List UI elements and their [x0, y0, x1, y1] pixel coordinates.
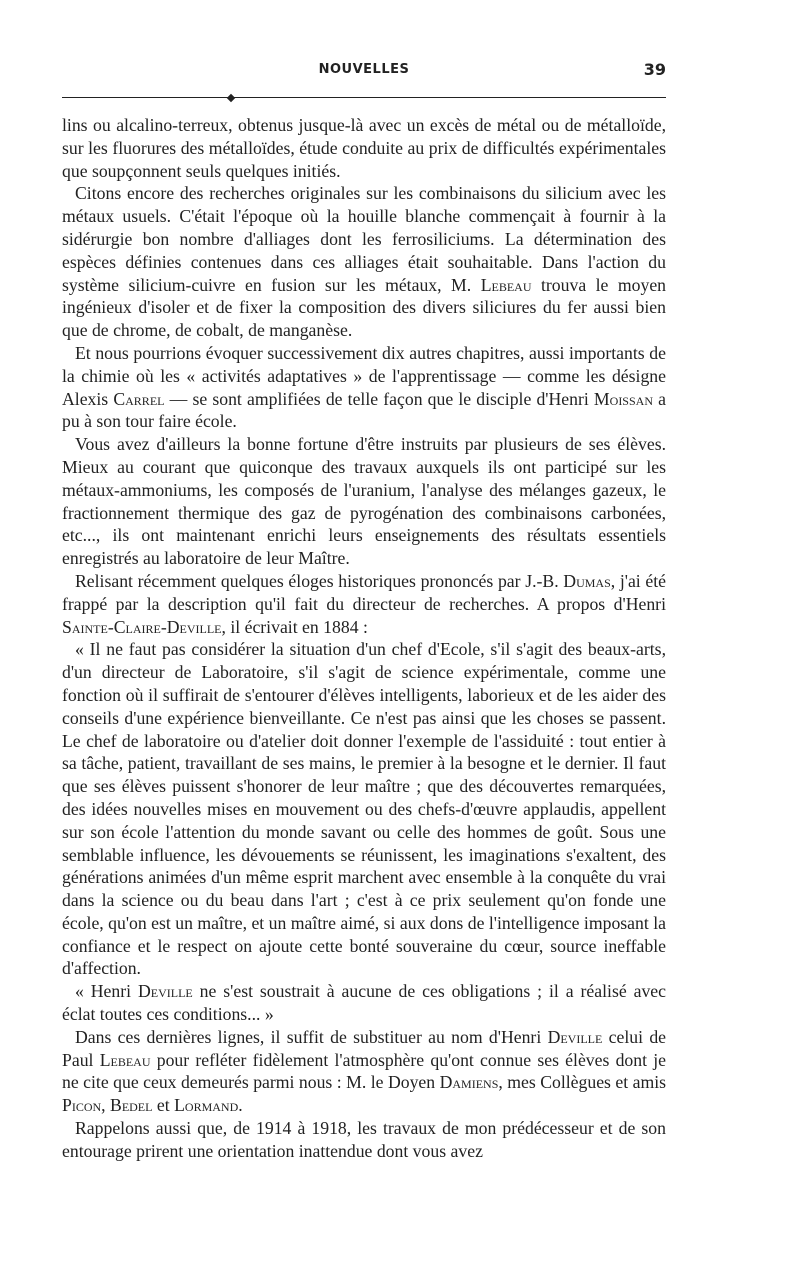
- body-text: [62, 114, 666, 1163]
- header-rule: [62, 97, 666, 98]
- name-bedel: Bedel: [110, 1095, 153, 1116]
- paragraph-8-period: .: [238, 1095, 243, 1116]
- quotation-end-text-2: ne s'est soustrait à aucune de ces obligations ; il a réalisé avec éclat toutes ces conditions... »: [62, 981, 666, 1025]
- rule-ornament: [227, 94, 235, 102]
- name-deville: Deville: [137, 981, 193, 1002]
- paragraph-8-comma: ,: [101, 1095, 106, 1116]
- paragraph-3-text-end: a pu à son tour faire école.: [62, 388, 667, 432]
- name-lebeau: Lebeau: [480, 274, 532, 295]
- name-picon: Picon: [62, 1095, 102, 1116]
- paragraph-5-text-mid: , j'ai été frappé par la description qu'il fait du directeur de recherches. A propos d'Henri: [62, 570, 666, 614]
- paragraph-8-text-2: celui de Paul: [62, 1026, 667, 1070]
- paragraph-5-text: Relisant récemment quelques éloges historiques prononcés par J.-B.: [75, 570, 559, 591]
- paragraph-9: Rappelons aussi que, de 1914 à 1918, les travaux de mon prédécesseur et de son entourage prirent une orientation inattendue dont vous avez: [62, 1118, 666, 1161]
- paragraph-8-text: Dans ces dernières lignes, il suffit de substituer au nom d'Henri: [75, 1026, 542, 1047]
- name-sainte-claire-deville: Sainte-Claire-Deville: [62, 616, 222, 637]
- paragraph-5-text-end: , il écrivait en 1884 :: [221, 616, 368, 637]
- paragraph-8-text-3: pour refléter fidèlement l'atmosphère qu'ont connue ses élèves dont je ne cite que ceux demeurés parmi nous : M. le Doyen: [62, 1049, 667, 1093]
- paragraph-3-text: Et nous pourrions évoquer successivement dix autres chapitres, aussi importants de la chimie où les « activités adaptatives » de l'apprentissage — comme les désigne Alexis: [62, 342, 666, 409]
- paragraph-8-and: et: [156, 1095, 170, 1116]
- name-moissan: Moissan: [593, 388, 653, 409]
- name-deville-2: Deville: [547, 1026, 603, 1047]
- paragraph-4: Vous avez d'ailleurs la bonne fortune d'être instruits par plusieurs de ses élèves. Mieux au courant que quiconque des travaux auxquels ils ont participé sur les métaux-ammoniums, les composés de l'uranium, l'analyse des mélanges gazeux, le fractionnement thermique des gaz de pyrogénation des combinaisons carbonées, etc..., ils ont maintenant enrichi leurs enseignements des résultats essentiels enregistrés au laboratoire de leur Maître.: [62, 434, 666, 569]
- paragraph-1: lins ou alcalino-terreux, obtenus jusque-là avec un excès de métal ou de métalloïde, sur les fluorures des métalloïdes, étude conduite au prix de difficultés expérimentales que soupçonnent seuls quelques initiés.: [62, 115, 666, 181]
- name-damiens: Damiens: [439, 1072, 499, 1093]
- name-carrel: Carrel: [113, 388, 165, 409]
- paragraph-8: [62, 1026, 666, 1117]
- title-monsieur: M.: [451, 274, 472, 295]
- page-header: [62, 62, 666, 82]
- quotation-end-text: « Henri: [75, 981, 132, 1002]
- paragraph-3-text-mid: — se sont amplifiées de telle façon que le disciple d'Henri: [169, 388, 589, 409]
- paragraph-8-text-4: , mes Collègues et amis: [498, 1072, 667, 1093]
- paragraph-3: [62, 342, 666, 433]
- quotation: « Il ne faut pas considérer la situation d'un chef d'Ecole, s'il s'agit des beaux-arts, d'un directeur de Laboratoire, s'il s'agit de science expérimentale, comme une fonction où il suffirait de s'entourer d'élèves intelligents, laborieux et de les aider des conseils d'une expérience bienveillante. Ce n'est pas ainsi que les choses se passent. Le chef de laboratoire ou d'atelier doit donner l'exemple de l'assiduité : tout entier à sa tâche, patient, travaillant de ses mains, le premier à la besogne et le dernier. Il faut que ses élèves puissent s'honorer de leur maître ; que des découvertes remarquées, des idées nouvelles mises en mouvement ou des chefs-d'œuvre applaudis, appellent sur son école l'attention du monde savant ou celle des hommes de goût. Sous une semblable influence, les dévouements se réunissent, les imaginations s'exaltent, des générations animées d'un même esprit marchent avec ensemble à la conquête du vrai dans la science ou du beau dans l'art ; c'est à ce prix seulement qu'on fonde une école, qu'on est un maître, et un maître aimé, si aux dons de l'intelligence imposant la confiance et le respect on ajoute cette bonté souveraine du cœur, source ineffable d'affection.: [62, 639, 666, 979]
- name-dumas: Dumas: [563, 570, 611, 591]
- name-lormand: Lormand: [174, 1095, 239, 1116]
- page-number: 39: [643, 60, 666, 79]
- paragraph-2-text-end: trouva le moyen ingénieux d'isoler et de fixer la composition des divers siliciures du fer aussi bien que de chrome, de cobalt, de manganèse.: [62, 274, 667, 341]
- name-lebeau-2: Lebeau: [99, 1049, 151, 1070]
- paragraph-2: [62, 182, 666, 342]
- paragraph-2-text: Citons encore des recherches originales sur les combinaisons du silicium avec les métaux usuels. C'était l'époque où la houille blanche commençait à fournir à la sidérurgie bon nombre d'alliages dont les ferrosiliciums. La détermination des espèces définies contenues dans ces alliages était souhaitable. Dans l'action du système silicium-cuivre en fusion sur les métaux,: [62, 183, 666, 295]
- running-title: NOUVELLES: [318, 62, 410, 77]
- quotation-end: [62, 980, 666, 1026]
- paragraph-5: [62, 570, 666, 638]
